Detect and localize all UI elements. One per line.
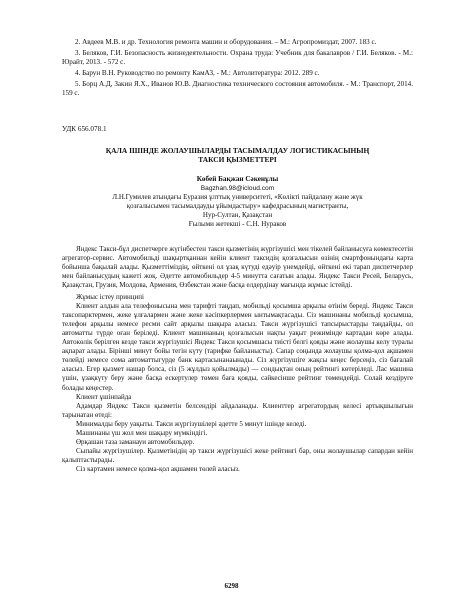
title-line: ҚАЛА ІШІНДЕ ЖОЛАУШЫЛАРДЫ ТАСЫМАЛДАУ ЛОГИСТИКАСЫНЫҢ — [105, 146, 370, 155]
affiliation-line: қозғалысымен тасымалдауды ұйымдастыру» кафедрасының магистранты, — [126, 201, 349, 210]
reference-list — [62, 38, 413, 98]
affiliation-line: Ғылыми жетекші - С.Н. Нураков — [188, 219, 287, 228]
body-paragraph: Яндекс Такси-бұл диспетчерге жүгінбестен такси қызметінің жүргізушісі мен тікелей байланысуға көмектесетін агрегатор-сервис. Автомобильді шақыртқаннан кейін клиент таксидің қозғалысын өзінің смартфонындағы карта бойынша бақылай алады. Қызметтіміздің, өйткені ол ұзақ күтуді едәуір үнемдейді, өйткені екі тарап диспетчерлер мен байланысудың кажеті жоқ. Әдетте автомобильдер 4-5 минутта сағатын алады. Яндекс Такси Ресей, Беларусь, Қазақстан, Грузия, Молдова, Армения, Өзбекстан және басқа елдердінау мағында жұмыс істейді. — [62, 244, 413, 289]
author-email: Bagzhan.98@icloud.com — [200, 184, 275, 192]
title-line: ТАКСИ ҚЫЗМЕТТЕРІ — [198, 155, 277, 165]
article-body — [62, 245, 413, 474]
body-paragraph: Клиент алдын ала телефонысына мен тарифті таңдап, мобильді қосымша арқылы өтінім береді. Яндекс Такси таксопарктермен, жеке ұлғалармен және жеке кәсіпкерлермен ынтымақтасады. Сіз машинаны мобильді қосымша, телефон арқылы немесе ресми сайт арқылы шақыра аласыз. Такси жүргізушісі тапсырыстарды таңдайды, ол автоматты түрде оған беріледі. Клиент машинаның қозғалысын нақты уақыт режимінде картадан көре алады. Автокөлік берілген кезде такси жүргізушісі Яндекс Такси қосымшасы тиісті белгі қояды және жолаушы келу туралы ақпарат алады. Бірінші минут бойы тегін күту (тарифке байланысты). Сапар соңында жолаушы қолма-қол ақшамен төлейді немесе сома автоматтыгурде банк картасынанаынады. Сіз жүргізушіге жақсы кеңес берсеңіз, сіз бағалай аласыз. Егер қызмет нашар болса, сіз (5 жұлдыз қойылмады) — сондықтан оның рейтингі көтеріледі. Лас машина үшін, ұзақкүту беру және басқа ескертулер төмен баға қояды, сәйкесінше рейтинг төмендейді. Солай кездіруге болады кеңестер. — [62, 302, 413, 392]
list-item: Өрқашан таза заманауи автомобильдер. — [76, 437, 195, 446]
page-number: 6298 — [224, 582, 239, 590]
section-heading: Жұмыс істеу принципі — [76, 293, 144, 302]
reference-item: 4. Барун В.Н. Руководство по ремонту КамАЗ, - М.: Автолитература: 2012. 289 с. — [75, 68, 320, 77]
list-item: Минималды беру уақыты. Такси жүргізушілері әдетте 5 минут ішінде келеді. — [76, 419, 307, 428]
section-heading: Клиент ұшінпайда — [76, 392, 132, 401]
udk-code: УДК 656.078.1 — [62, 125, 107, 133]
list-item: Сіз картамен немесе қолма-қол ақшамен төлей аласыз. — [76, 464, 240, 473]
affiliation-line: Нур-Султан, Қазақстан — [202, 210, 273, 219]
article-title — [62, 146, 413, 165]
list-item: Сыпайы жүргізушілер. Қызметінідің әр такси жүргізушісі жеке рейтингі бар, оны жолаушылар сапардан кейін қалыптастырады. — [62, 446, 413, 464]
affiliation-line: Л.Н.Гумилев атындағы Еуразия ұлттық университеті, «Көлікті пайдалану және жүк — [112, 192, 363, 201]
body-paragraph: Адамдар Яндекс Такси қызметін белсендірі айдаланады. Клиенттер агрегатордың келесі артықшылығын тарынатан өтеді: — [62, 401, 413, 419]
list-item: Машинаны үш жол мен шақыру мүмкіндігі. — [76, 428, 208, 437]
reference-item: 3. Беляков, Г.И. Безопасность жизнедеятельности. Охрана труда: Учебник для бакалавров / Г.И. Беляков. - М.: Юрайт, 2013. - 572 c. — [62, 48, 413, 66]
author-affiliation — [62, 193, 413, 229]
reference-item: 5. Борц А.Д, Закин Я.Х., Иванов Ю.В. Диагностика технического состояния автомобиля. - М.: Транспорт, 2014. 159 с. — [62, 79, 413, 97]
author-name: Көбей Бақжан Сәкенұлы — [196, 174, 279, 183]
reference-item: 2. Авдеев М.В. и др. Технология ремонта машин и оборудования. – М.: Агропромиздат, 2007. 183 с. — [75, 38, 377, 46]
